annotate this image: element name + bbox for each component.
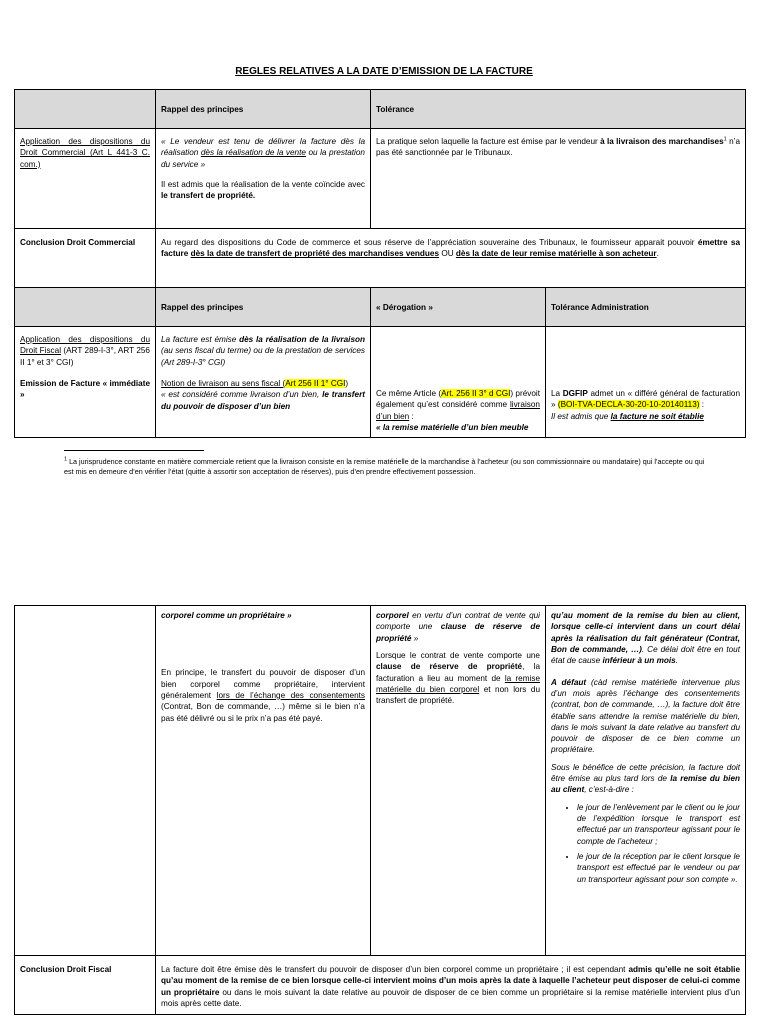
delivery-date-list xyxy=(551,802,740,885)
conclusion-fiscal-text: La facture doit être émise dès le transfert du pouvoir de disposer d’un bien corporel comme un propriétaire ; il est cependant admis qu’elle ne soit établie qu’au moment de la remise de ce bien lorsque celle-ci intervient moins d’un mois après la date à laquelle l’acheteur peut disposer de celui-ci comme un propriétaire ou dans le mois suivant la date relative au pouvoir de disposer de ce bien comme un propriétaire si la remise matérielle intervient plus d’un mois après cette date. xyxy=(161,965,740,1008)
footnote-separator xyxy=(64,450,204,451)
rules-table-continued xyxy=(14,605,746,1015)
commercial-principles: « Le vendeur est tenu de délivrer la facture dès la réalisation dès la réalisation de la vente ou la prestation du service » Il est admis que la réalisation de la vente coïncide avec le transfert de propriété. xyxy=(161,137,365,201)
fiscal-principles: La facture est émise dès la réalisation de la livraison (au sens fiscal du terme) ou de la prestation de services (Art 289-I-3° CGI) Notion de livraison au sens fiscal (Art 256 II 1° CGI) « est considéré comme livraison d’un bien, le transfert du pouvoir de disposer d’un bien xyxy=(161,335,365,411)
row-label-commercial: Application des dispositions du Droit Commercial (Art L 441-3 C. com.) xyxy=(20,137,150,169)
row-label-fiscal: Application des dispositions du Droit Fiscal (ART 289-I-3°, ART 256 II 1° et 3° CGI) Emission de Facture « immédiate » xyxy=(20,335,150,400)
continued-principles: corporel comme un propriétaire » En principe, le transfert du pouvoir de disposer d’un bien corporel comme propriétaire, intervient généralement lors de l’échange des consentements (Contrat, Bon de commande, …) même si le bien n’a pas été délivré ou si le prix n’a pas été payé. xyxy=(161,611,365,723)
row-label-conclusion-commercial: Conclusion Droit Commercial xyxy=(20,238,136,247)
list-item: • le jour de l’enlèvement par le client ou le jour de l’expédition lorsque le transport est effectué par un transporteur agissant pour le compte de l’acheteur ; xyxy=(577,802,740,847)
footnote: $^1$ La jurisprudence constante en matière commerciale retient que la livraison consiste en la remise matérielle de la marchandise à l’acheteur (ou son commissionnaire ou mandataire) qui l’accepte ou qui est mis en demeure d’en vérifier l’état (quitte à assortir son acceptation de réserves), puis d’en prendre effectivement possession. xyxy=(64,456,705,477)
commercial-tolerance: La pratique selon laquelle la facture est émise par le vendeur à la livraison des marchandises$^1$ n’a pas été sanctionnée par le Tribunaux. xyxy=(376,136,740,158)
continued-tolerance-admin: qu’au moment de la remise du bien au client, lorsque celle-ci intervient dans un court délai après la réalisation du fait générateur (Contrat, Bon de commande, …). Ce délai doit être en tout état de cause inférieur à un mois. A défaut (càd remise matérielle intervenue plus d’un mois après l’échange des consentements (contrat, bon de commande, …), la facture doit être établie sans attendre la remise matérielle du bien, dans le mois suivant la date relative au transfert du pouvoir de disposer de ce bien comme un propriétaire. Sous le bénéfice de cette précision, la facture doit être émise au plus tard lors de la remise du bien au client, c’est-à-dire : • le jour de l’enlèvement par le client ou le jour de l’expédition lorsque le transport est effectué par un transporteur agissant pour le compte de l’acheteur ; • le jour de la réception par le client lorsque le transport est effectué par le vendeur ou par un transporteur agissant pour son compte ». xyxy=(546,606,745,955)
continued-derogation: corporel en vertu d’un contrat de vente qui comporte une clause de réserve de propriété » Lorsque le contrat de vente comporte une clause de réserve de propriété, la facturation a lieu au moment de la remise matérielle du bien corporel et non lors du transfert de propriété. xyxy=(376,611,541,706)
conclusion-commercial-text: Au regard des dispositions du Code de commerce et sous réserve de l’appréciation souveraine des Tribunaux, le fournisseur apparait pouvoir émettre sa facture dès la date de transfert de propriété des marchandises vendues OU dès la date de leur remise matérielle à son acheteur. xyxy=(161,238,740,259)
row-label-conclusion-fiscal: Conclusion Droit Fiscal xyxy=(20,965,112,974)
header-principles: Rappel des principes xyxy=(161,105,244,114)
header-tolerance: Tolérance xyxy=(376,105,415,114)
fiscal-tolerance-admin: La DGFIP admet un « différé général de facturation » (BOI-TVA-DECLA-30-20-10-20140113) : Il est admis que la facture ne soit établie xyxy=(551,389,740,421)
header-tolerance-admin: Tolérance Administration xyxy=(551,303,649,312)
rules-table xyxy=(14,89,746,438)
header-derogation: « Dérogation » xyxy=(376,303,433,312)
fiscal-derogation: Ce même Article (Art. 256 II 3° d CGI) prévoit également qu’est considéré comme livraison d’un bien : « la remise matérielle d’un bien meuble xyxy=(376,389,540,432)
header-principles-2: Rappel des principes xyxy=(161,303,244,312)
page-title: REGLES RELATIVES A LA DATE D’EMISSION DE LA FACTURE xyxy=(235,66,533,77)
list-item: • le jour de la réception par le client lorsque le transport est effectué par le vendeur ou par un transporteur agissant pour son compte ». xyxy=(577,851,740,885)
